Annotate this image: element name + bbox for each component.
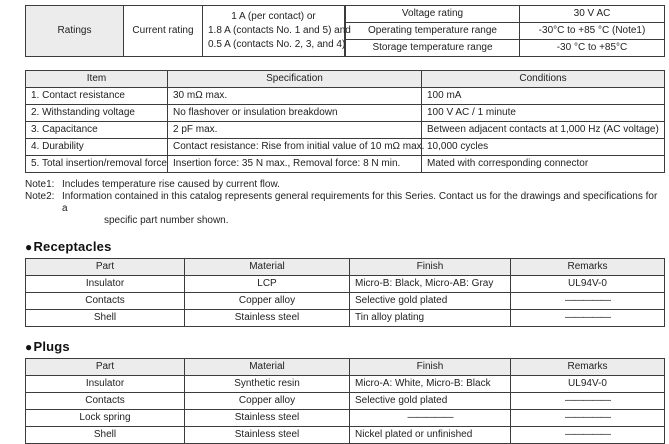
plugs-cell: Stainless steel <box>185 410 350 427</box>
spec-cell: 2. Withstanding voltage <box>26 105 168 122</box>
receptacles-cell: Insulator <box>26 276 185 293</box>
table-row <box>26 122 665 139</box>
spec-cell: 2 pF max. <box>168 122 422 139</box>
table-row <box>26 139 665 156</box>
plugs-header-remarks: Remarks <box>511 359 665 376</box>
spec-header-conditions: Conditions <box>422 71 665 88</box>
spec-header-specification: Specification <box>168 71 422 88</box>
plugs-cell: ————— <box>511 427 665 444</box>
ratings-section <box>25 5 665 57</box>
current-rating-line-2: 1.8 A (contacts No. 1 and 5) and <box>208 25 351 36</box>
plugs-cell: Stainless steel <box>185 427 350 444</box>
env-value-voltage: 30 V AC <box>520 6 665 23</box>
spec-cell: Contact resistance: Rise from initial value of 10 mΩ max. <box>168 139 422 156</box>
receptacles-header-remarks: Remarks <box>511 259 665 276</box>
receptacles-header-material: Material <box>185 259 350 276</box>
current-rating-value-cell <box>203 6 351 57</box>
table-row <box>346 40 665 57</box>
note-1-text: Includes temperature rise caused by current flow. <box>62 179 280 190</box>
spec-header-row <box>26 71 665 88</box>
spec-cell: Between adjacent contacts at 1,000 Hz (AC voltage) <box>422 122 665 139</box>
spec-cell: 1. Contact resistance <box>26 88 168 105</box>
table-row <box>26 427 665 444</box>
table-row <box>26 376 665 393</box>
env-value-storage-temp: -30 °C to +85°C <box>520 40 665 57</box>
receptacles-cell: Shell <box>26 310 185 327</box>
table-row <box>346 23 665 40</box>
plugs-title: Plugs <box>33 339 70 354</box>
bullet-icon: ● <box>25 340 33 354</box>
spec-cell: Insertion force: 35 N max., Removal force: 8 N min. <box>168 156 422 173</box>
table-row <box>26 393 665 410</box>
spec-cell: 5. Total insertion/removal force <box>26 156 168 173</box>
receptacles-table <box>25 258 665 327</box>
table-row <box>26 105 665 122</box>
receptacles-cell: Selective gold plated <box>350 293 511 310</box>
note-2-label: Note2: <box>25 191 55 202</box>
receptacles-cell: Tin alloy plating <box>350 310 511 327</box>
receptacles-cell: Micro-B: Black, Micro-AB: Gray <box>350 276 511 293</box>
plugs-cell: Nickel plated or unfinished <box>350 427 511 444</box>
table-row <box>26 410 665 427</box>
spec-cell: No flashover or insulation breakdown <box>168 105 422 122</box>
notes-section <box>25 179 665 227</box>
plugs-cell: Micro-A: White, Micro-B: Black <box>350 376 511 393</box>
receptacles-cell: UL94V-0 <box>511 276 665 293</box>
table-row <box>26 88 665 105</box>
plugs-cell: Lock spring <box>26 410 185 427</box>
spec-cell: Mated with corresponding connector <box>422 156 665 173</box>
env-label-voltage: Voltage rating <box>346 6 520 23</box>
current-rating-label-cell: Current rating <box>124 6 203 57</box>
plugs-cell: Synthetic resin <box>185 376 350 393</box>
spec-cell: 100 V AC / 1 minute <box>422 105 665 122</box>
plugs-header-material: Material <box>185 359 350 376</box>
receptacles-title: Receptacles <box>33 239 112 254</box>
receptacles-cell: Stainless steel <box>185 310 350 327</box>
plugs-cell: Selective gold plated <box>350 393 511 410</box>
spec-header-item: Item <box>26 71 168 88</box>
receptacles-cell: ————— <box>511 293 665 310</box>
spec-cell: 3. Capacitance <box>26 122 168 139</box>
spec-cell: 100 mA <box>422 88 665 105</box>
receptacles-heading <box>25 239 665 254</box>
env-label-operating-temp: Operating temperature range <box>346 23 520 40</box>
table-row <box>26 293 665 310</box>
spec-cell: 10,000 cycles <box>422 139 665 156</box>
ratings-row <box>26 6 345 57</box>
plugs-cell: Shell <box>26 427 185 444</box>
bullet-icon: ● <box>25 240 33 254</box>
note-2 <box>25 191 665 227</box>
receptacles-cell: ————— <box>511 310 665 327</box>
note-1 <box>25 179 665 191</box>
table-row <box>26 310 665 327</box>
ratings-table <box>25 5 351 57</box>
table-row <box>26 156 665 173</box>
plugs-cell: ————— <box>350 410 511 427</box>
table-row <box>26 276 665 293</box>
plugs-cell: UL94V-0 <box>511 376 665 393</box>
plugs-cell: ————— <box>511 393 665 410</box>
receptacles-header-row <box>26 259 665 276</box>
receptacles-header-finish: Finish <box>350 259 511 276</box>
plugs-header-row <box>26 359 665 376</box>
plugs-header-part: Part <box>26 359 185 376</box>
env-value-operating-temp: -30°C to +85 °C (Note1) <box>520 23 665 40</box>
environment-table <box>345 5 665 57</box>
plugs-table <box>25 358 665 444</box>
current-rating-line-3: 0.5 A (contacts No. 2, 3, and 4) <box>208 39 346 50</box>
spec-cell: 4. Durability <box>26 139 168 156</box>
env-label-storage-temp: Storage temperature range <box>346 40 520 57</box>
note-1-label: Note1: <box>25 179 55 190</box>
plugs-cell: Insulator <box>26 376 185 393</box>
current-rating-line-1: 1 A (per contact) or <box>231 11 316 22</box>
receptacles-header-part: Part <box>26 259 185 276</box>
datasheet-content <box>25 5 665 444</box>
specification-table <box>25 70 665 173</box>
note-2-line-1: Information contained in this catalog represents general requirements for this Series. Contact us for the drawings and specifications for a <box>62 191 658 214</box>
plugs-header-finish: Finish <box>350 359 511 376</box>
receptacles-cell: Copper alloy <box>185 293 350 310</box>
note-2-line-2: specific part number shown. <box>104 215 229 226</box>
receptacles-cell: LCP <box>185 276 350 293</box>
spec-cell: 30 mΩ max. <box>168 88 422 105</box>
table-row <box>346 6 665 23</box>
note-2-text <box>62 191 665 227</box>
plugs-cell: ————— <box>511 410 665 427</box>
plugs-cell: Copper alloy <box>185 393 350 410</box>
receptacles-cell: Contacts <box>26 293 185 310</box>
ratings-label-cell: Ratings <box>26 6 124 57</box>
plugs-cell: Contacts <box>26 393 185 410</box>
plugs-heading <box>25 339 665 354</box>
